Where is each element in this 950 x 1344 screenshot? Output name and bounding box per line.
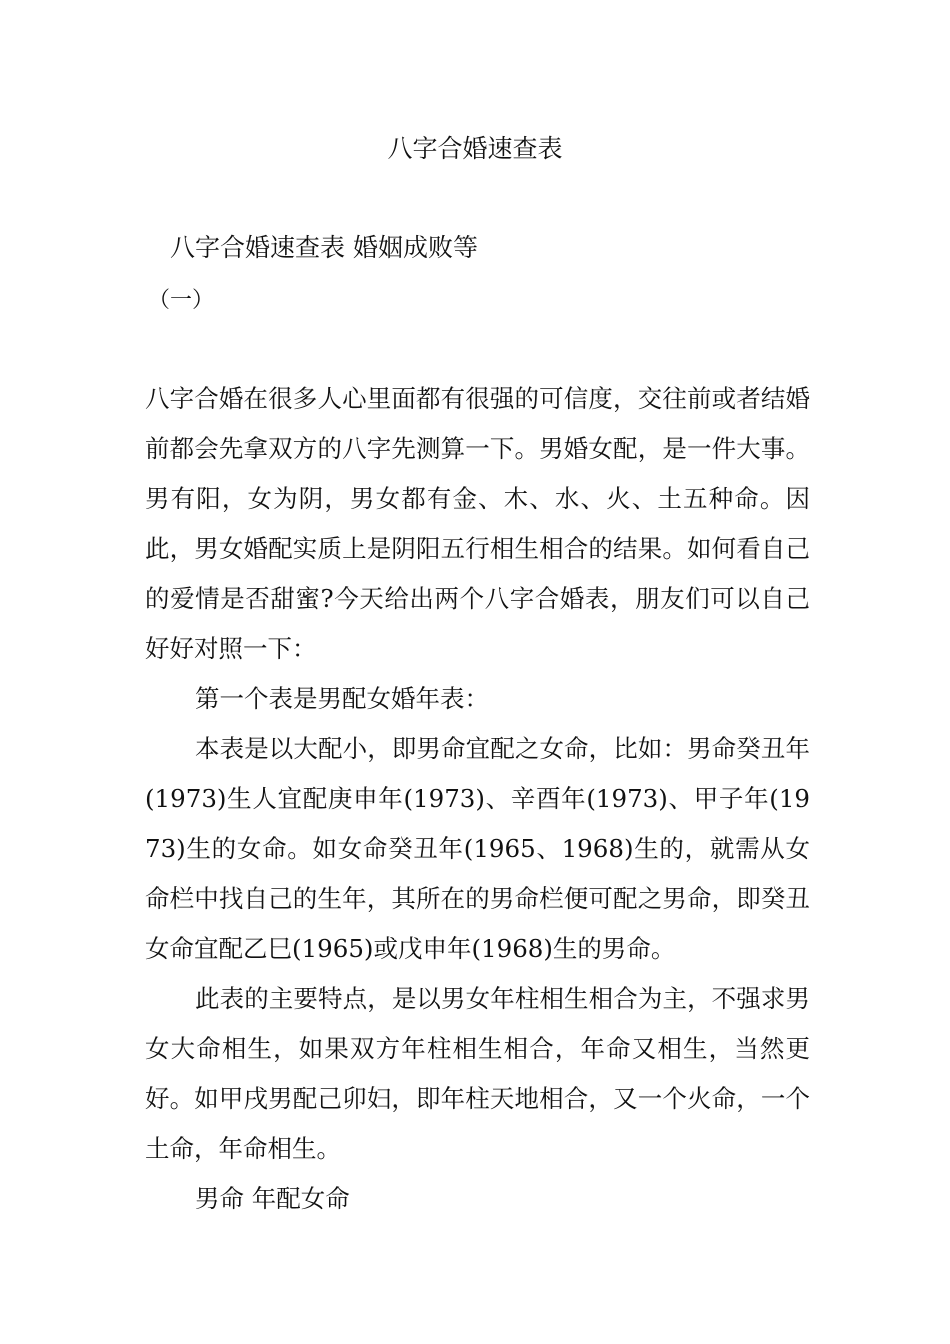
document-subtitle: 八字合婚速查表 婚姻成败等 — [170, 233, 478, 262]
section-number: （一） — [148, 288, 215, 313]
paragraph-table-explanation: 本表是以大配小，即男命宜配之女命，比如：男命癸丑年(1973)生人宜配庚申年(1973)、辛酉年(1973)、甲子年(1973)生的女命。如女命癸丑年(1965、1968)生的，就需从女命栏中找自己的生年，其所在的男命栏便可配之男命，即癸丑女命宜配乙巳(1965)或戊申年(1968)生的男命。 — [145, 734, 810, 963]
paragraph-table-features: 此表的主要特点，是以男女年柱相生相合为主，不强求男女大命相生，如果双方年柱相生相合，年命又相生，当然更好。如甲戌男配己卯妇，即年柱天地相合，又一个火命，一个土命，年命相生。 — [145, 984, 810, 1163]
paragraph-intro: 八字合婚在很多人心里面都有很强的可信度，交往前或者结婚前都会先拿双方的八字先测算一下。男婚女配，是一件大事。男有阳，女为阴，男女都有金、木、水、火、土五种命。因此，男女婚配实质上是阴阳五行相生相合的结果。如何看自己的爱情是否甜蜜?今天给出两个八字合婚表，朋友们可以自己好好对照一下： — [145, 384, 810, 663]
document-title: 八字合婚速查表 — [387, 134, 563, 163]
paragraph-table-header: 男命 年配女命 — [195, 1184, 350, 1213]
document-body — [145, 374, 810, 1224]
paragraph-first-table: 第一个表是男配女婚年表： — [195, 684, 489, 713]
